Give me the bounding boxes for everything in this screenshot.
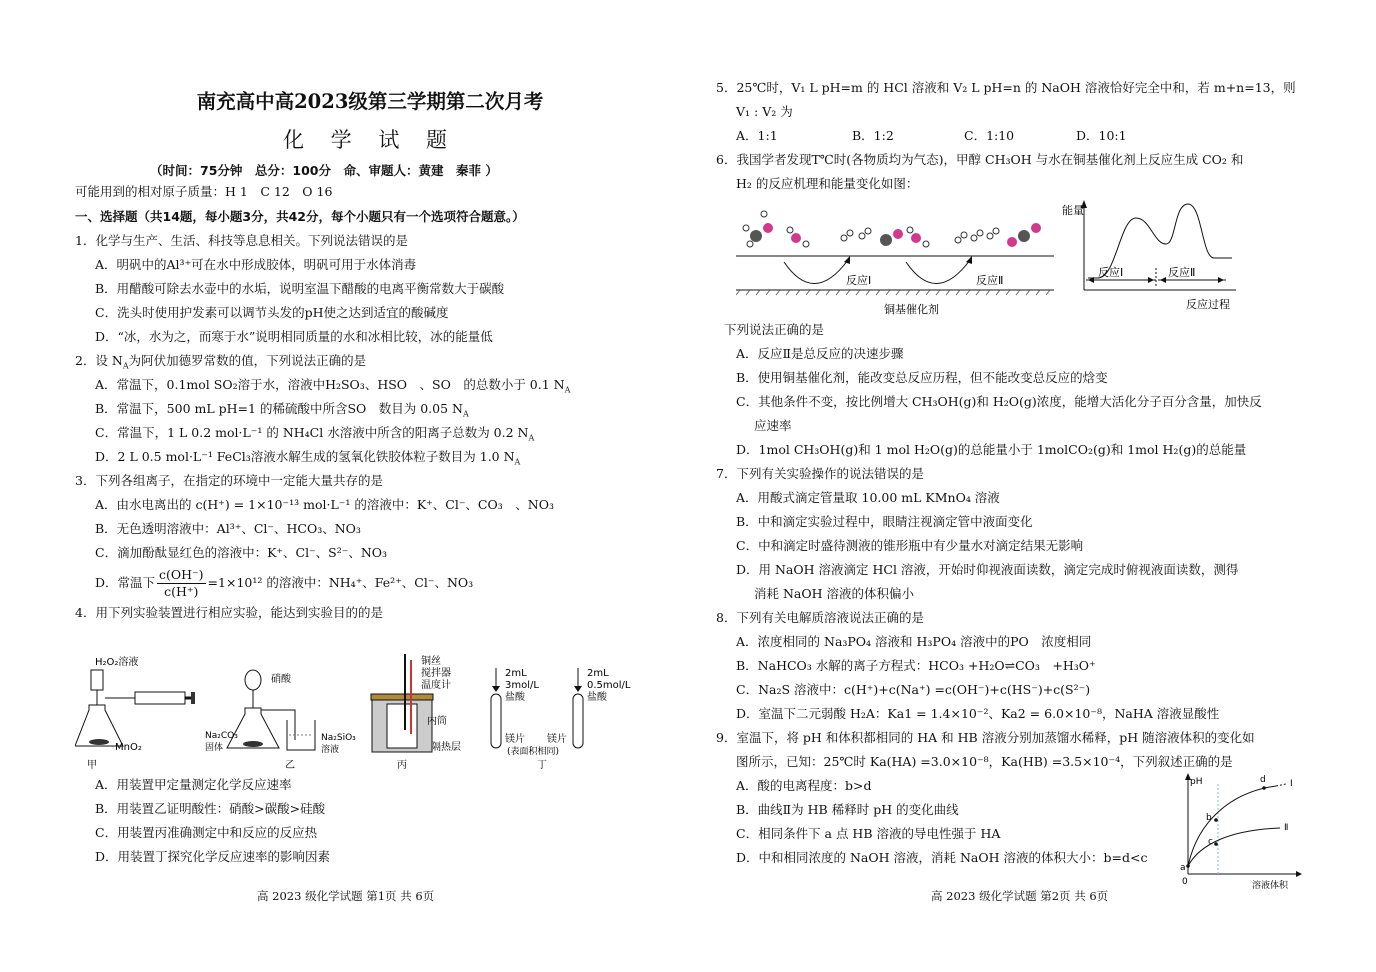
right-top — [716, 76, 1336, 196]
molecules-final — [955, 223, 1041, 247]
label-mno2: MnO₂ — [115, 742, 142, 753]
q8-option-d: D．室温下二元弱酸 H₂A：Ka1 = 1.4×10⁻²、Ka2 = 6.0×10⁻⁸，NaHA 溶液显酸性 — [736, 706, 1220, 721]
apparatus-ding — [491, 668, 631, 770]
q3-option-c: C．滴加酚酞显红色的溶液中：K⁺、Cl⁻、S²⁻、NO₃ — [95, 545, 388, 560]
q2-stem: 2．设 $N_A$为阿伏加德罗常数的值，下列说法正确的是 — [75, 353, 367, 371]
label-wenduji: 温度计 — [421, 680, 451, 691]
q4-option-d: D．用装置丁探究化学反应速率的影响因素 — [95, 849, 331, 864]
graph-ylabel: pH — [1190, 777, 1203, 787]
q5-stem-1: 5．25℃时，V₁ L pH=m 的 HCl 溶液和 V₂ L pH=n 的 NaOH 溶液恰好完全中和，若 m+n=13，则 — [716, 80, 1296, 95]
label-mg1: 镁片 — [505, 734, 525, 745]
q2-option-d: D．2 L 0.5 mol·L⁻¹ FeCl₃溶液水解生成的氢氧化铁胶体粒子数目为 1.0 $N_A$ — [95, 449, 521, 467]
q4-stem: 4．用下列实验装置进行相应实验，能达到实验目的的是 — [75, 605, 383, 620]
q6-stem-2: H₂ 的反应机理和能量变化如图： — [736, 176, 919, 191]
curve-1-label: Ⅰ — [1290, 779, 1293, 789]
q6-stem-1: 6．我国学者发现T℃时(各物质均为气态)，甲醇 CH₃OH 与水在铜基催化剂上反应生成 CO₂ 和 — [716, 152, 1244, 167]
q8-option-b: B．NaHCO₃ 水解的离子方程式：HCO₃ +H₂O⇌CO₃ +H₃O⁺ — [736, 658, 1096, 673]
label-jiaobanqi: 搅拌器 — [421, 668, 451, 679]
label-reaction-1: 反应Ⅰ — [846, 274, 872, 287]
exam-meta: （时间：75分钟 总分：100分 命、审题人：黄建 秦菲 ） — [150, 163, 498, 178]
energy-diagram — [1062, 200, 1236, 311]
apparatus-bing — [371, 654, 461, 770]
q9-option-a: A．酸的电离程度：b>d — [736, 778, 872, 793]
label-rongye: 溶液 — [321, 745, 340, 755]
q5-options — [716, 124, 1336, 148]
q8-option-a: A．浓度相同的 Na₃PO₄ 溶液和 H₃PO₄ 溶液中的PO 浓度相同 — [736, 634, 1092, 649]
q8-option-c: C．Na₂S 溶液中：c(H⁺)+c(Na⁺) =c(OH⁻)+c(HS⁻)+c(S²⁻) — [736, 682, 1091, 697]
point-d: d — [1260, 775, 1266, 785]
mechanism-figure — [736, 198, 1316, 318]
q2-option-c: C．常温下，1 L 0.2 mol·L⁻¹ 的 NH₄Cl 水溶液中所含的阳离子总数为 0.2 $N_A$ — [95, 425, 535, 443]
label-progress: 反应过程 — [1186, 298, 1230, 311]
q5-option-b: B．1:2 — [852, 128, 894, 143]
label-acid2: 盐酸 — [587, 692, 607, 703]
label-na2co3: Na₂CO₃ — [205, 731, 238, 741]
label-guti: 固体 — [205, 743, 224, 753]
q4-option-a: A．用装置甲定量测定化学反应速率 — [95, 777, 292, 792]
q8-stem: 8．下列有关电解质溶液说法正确的是 — [716, 610, 924, 625]
label-c1: 3mol/L — [505, 680, 539, 691]
q7-option-c: C．中和滴定时盛待测液的锥形瓶中有少量水对滴定结果无影响 — [736, 538, 1084, 553]
fraction: $\frac{c(OH^-)}{c(H^+)}$ — [159, 566, 204, 599]
curve-2-label: Ⅱ — [1284, 823, 1289, 833]
q9-option-c: C．相同条件下 a 点 HB 溶液的导电性强于 HA — [736, 826, 1001, 841]
q4-option-b: B．用装置乙证明酸性：硝酸>碳酸>硅酸 — [95, 801, 326, 816]
point-c: c — [1208, 837, 1213, 847]
label-same-area: (表面积相同) — [507, 747, 560, 757]
label-reaction-2: 反应Ⅱ — [976, 274, 1004, 287]
graph-origin: 0 — [1182, 877, 1188, 887]
footer-page-1: 高 2023 级化学试题 第1页 共 6页 — [257, 889, 435, 903]
q9-stem-2: 图所示，已知：25℃时 Ka(HA) =3.0×10⁻⁸，Ka(HB) =3.5×10⁻⁴，下列叙述正确的是 — [736, 754, 1233, 769]
label-c2: 0.5mol/L — [587, 680, 631, 691]
q6-lead: 下列说法正确的是 — [724, 322, 825, 337]
label-ding: 丁 — [537, 760, 547, 770]
q7-stem: 7．下列有关实验操作的说法错误的是 — [716, 466, 924, 481]
q6-option-a: A．反应Ⅱ是总反应的决速步骤 — [736, 346, 904, 361]
apparatus-figure — [75, 650, 635, 770]
q3-stem: 3．下列各组离子，在指定的环境中一定能大量共存的是 — [75, 473, 383, 488]
q1-option-c: C．洗头时使用护发素可以调节头发的pH使之达到适宜的酸碱度 — [95, 305, 449, 320]
footer-page-2: 高 2023 级化学试题 第2页 共 6页 — [931, 889, 1109, 903]
q7-option-a: A．用酸式滴定管量取 10.00 mL KMnO₄ 溶液 — [736, 490, 1000, 505]
q2-option-b: B．常温下，500 mL pH=1 的稀硫酸中所含SO 数目为 0.05 $N_A$ — [95, 401, 469, 419]
q1-option-b: B．用醋酸可除去水壶中的水垢，说明室温下醋酸的电离平衡常数大于碳酸 — [95, 281, 505, 296]
q6-option-c-1: C．其他条件不变，按比例增大 CH₃OH(g)和 H₂O(g)浓度，能增大活化分子百分含量，加快反 — [736, 394, 1262, 409]
q9-option-b: B．曲线Ⅱ为 HB 稀释时 pH 的变化曲线 — [736, 802, 959, 817]
exam-subject: 化 学 试 题 — [282, 128, 458, 152]
label-h2o2: H₂O₂溶液 — [95, 657, 139, 668]
q4-option-c: C．用装置丙准确测定中和反应的反应热 — [95, 825, 318, 840]
apparatus-jia — [75, 655, 195, 770]
q7-option-b: B．中和滴定实验过程中，眼睛注视滴定管中液面变化 — [736, 514, 1033, 529]
label-tongsi: 铜丝 — [421, 656, 441, 667]
label-energy: 能量 — [1062, 204, 1084, 217]
label-neitong: 内筒 — [427, 716, 447, 727]
q1-option-a: A．明矾中的Al³⁺可在水中形成胶体，明矾可用于水体消毒 — [95, 257, 417, 272]
label-catalyst: 铜基催化剂 — [884, 303, 939, 316]
q9-option-d: D．中和相同浓度的 NaOH 溶液，消耗 NaOH 溶液的体积大小：b=d<c — [736, 850, 1148, 865]
label-acid1: 盐酸 — [505, 692, 525, 703]
label-energy-r1: 反应Ⅰ — [1098, 266, 1124, 279]
label-gereceng: 隔热层 — [431, 742, 461, 753]
left-column — [75, 205, 635, 625]
q3-option-a: A．由水电离出的 c(H⁺) = 1×10⁻¹³ mol·L⁻¹ 的溶液中：K⁺、Cl⁻、CO₃ 、NO₃ — [95, 497, 554, 512]
apparatus-yi — [205, 670, 356, 770]
page-2 — [688, 0, 1376, 972]
q6-option-b: B．使用铜基催化剂，能改变总反应历程，但不能改变总反应的焓变 — [736, 370, 1108, 385]
q2-option-a: A．常温下，0.1mol SO₂溶于水，溶液中H₂SO₃、HSO 、SO 的总数小于 0.1 $N_A$ — [95, 377, 571, 395]
molecules-intermediate — [841, 227, 929, 247]
label-na2sio3: Na₂SiO₃ — [321, 733, 356, 743]
q6-option-d: D．1mol CH₃OH(g)和 1 mol H₂O(g)的总能量小于 1molCO₂(g)和 1mol H₂(g)的总能量 — [736, 442, 1247, 457]
point-a: a — [1180, 863, 1186, 873]
q5-option-d: D．10:1 — [1076, 128, 1127, 143]
section-heading: 一、选择题（共14题，每小题3分，共42分，每个小题只有一个选项符合题意。） — [75, 209, 525, 224]
label-ml2: 2mL — [587, 668, 609, 679]
q7-option-d-1: D．用 NaOH 溶液滴定 HCl 溶液，开始时仰视液面读数，滴定完成时俯视液面读数，测得 — [736, 562, 1239, 577]
label-ml1: 2mL — [505, 668, 527, 679]
q5-stem-2: V₁ : V₂ 为 — [736, 104, 793, 119]
label-energy-r2: 反应Ⅱ — [1168, 266, 1196, 279]
label-hno3: 硝酸 — [271, 674, 291, 685]
q1-stem: 1．化学与生产、生活、科技等息息相关。下列说法错误的是 — [75, 233, 408, 248]
exam-title: 南充高中高2023级第三学期第二次月考 — [196, 90, 544, 113]
label-jia: 甲 — [87, 760, 97, 770]
point-b: b — [1206, 813, 1212, 823]
label-mg2: 镁片 — [547, 734, 567, 745]
graph-xlabel: 溶液体积 — [1252, 881, 1289, 891]
label-yi: 乙 — [285, 760, 295, 770]
q5-option-a: A．1:1 — [736, 128, 778, 143]
ph-dilution-graph — [1176, 770, 1306, 892]
q3-option-d: D．常温下 $\frac{c(OH^-)}{c(H^+)}$ =1×10¹² 的溶液中：NH₄⁺、Fe²⁺、Cl⁻、NO₃ — [95, 566, 474, 599]
q6-option-c-2: 应速率 — [754, 418, 792, 433]
q5-option-c: C．1:10 — [964, 128, 1015, 143]
molecules-initial — [743, 211, 809, 247]
q9-stem-1: 9．室温下，将 pH 和体积都相同的 HA 和 HB 溶液分别加蒸馏水稀释，pH 随溶液体积的变化如 — [716, 730, 1255, 745]
q3-option-b: B．无色透明溶液中：Al³⁺、Cl⁻、HCO₃、NO₃ — [95, 521, 361, 536]
atomic-masses: 可能用到的相对原子质量：H 1 C 12 O 16 — [75, 184, 333, 199]
q4-options — [75, 773, 635, 869]
label-bing: 丙 — [397, 760, 407, 770]
q7-option-d-2: 消耗 NaOH 溶液的体积偏小 — [754, 586, 914, 601]
q1-option-d: D．“冰，水为之，而寒于水”说明相同质量的水和冰相比较，冰的能量低 — [95, 329, 493, 344]
